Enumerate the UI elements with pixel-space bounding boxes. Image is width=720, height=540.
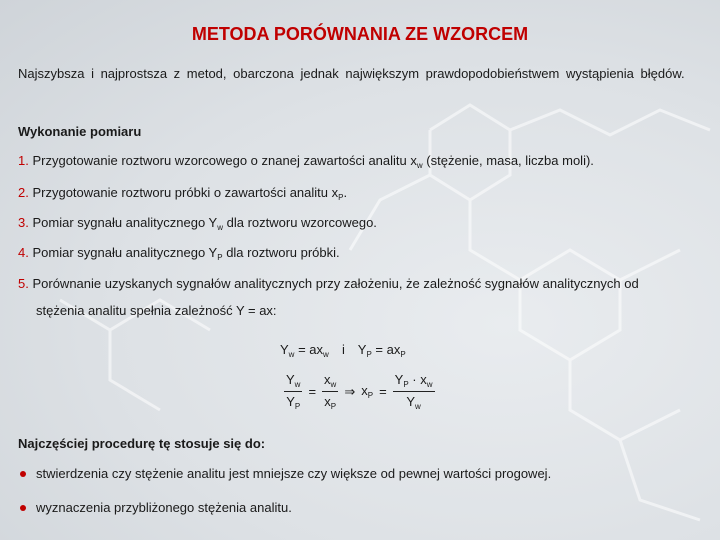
- equals-sign: =: [379, 384, 387, 399]
- frac-num: x: [324, 372, 331, 387]
- frac-den: Y: [286, 394, 295, 409]
- step-text: Przygotowanie roztworu wzorcowego o znanej zawartości analitu x: [32, 153, 417, 168]
- frac-den: Y: [406, 394, 416, 409]
- step-text-end: (stężenie, masa, liczba moli).: [422, 153, 594, 168]
- fraction-concentration-ratio: [322, 372, 338, 411]
- subscript: w: [415, 402, 421, 411]
- fraction-result: [393, 372, 435, 411]
- eq-symbol: Y: [357, 342, 367, 357]
- subscript: P: [330, 402, 337, 411]
- subscript: w: [330, 380, 337, 389]
- step-text-end: dla roztworu próbki.: [222, 245, 340, 260]
- frac-num-mid: · x: [408, 372, 427, 387]
- subscript: w: [323, 350, 329, 359]
- step-1: [18, 153, 594, 170]
- bullet-icon: [20, 471, 26, 477]
- eq-rhs: = ax: [294, 342, 323, 357]
- section-heading-measurement: Wykonanie pomiaru: [18, 124, 142, 139]
- subscript: P: [403, 380, 409, 389]
- equation-linear: [280, 342, 406, 359]
- step-text: Przygotowanie roztworu próbki o zawartości analitu x: [32, 185, 339, 200]
- subscript: P: [366, 350, 372, 359]
- step-5: [18, 270, 708, 324]
- section-heading-procedure: Najczęściej procedurę tę stosuje się do:: [18, 436, 266, 451]
- implies-arrow-icon: ⇒: [344, 383, 356, 399]
- list-item: [18, 466, 551, 500]
- step-2: [18, 185, 347, 202]
- fraction-signal-ratio: [284, 372, 302, 411]
- step-number: 2.: [18, 185, 29, 200]
- equation-fraction: [284, 372, 435, 411]
- subscript: P: [400, 350, 406, 359]
- equals-sign: =: [308, 384, 317, 399]
- frac-num: Y: [394, 372, 404, 387]
- step-text: Pomiar sygnału analitycznego Y: [32, 215, 218, 230]
- step-text-continued: stężenia analitu spełnia zależność Y = ax:: [36, 303, 277, 318]
- bullet-list: [18, 466, 551, 534]
- step-text-end: .: [343, 185, 348, 200]
- step-number: 4.: [18, 245, 29, 260]
- eq-symbol: x: [361, 383, 368, 398]
- subscript: P: [338, 193, 344, 202]
- eq-symbol: Y: [280, 342, 289, 357]
- bullet-icon: [20, 505, 26, 511]
- bullet-text: stwierdzenia czy stężenie analitu jest mniejsze czy większe od pewnej wartości progowej.: [36, 466, 552, 481]
- frac-den: x: [324, 394, 331, 409]
- step-number: 5.: [18, 276, 29, 291]
- frac-num: Y: [286, 372, 295, 387]
- step-number: 1.: [18, 153, 29, 168]
- eq-connector: i: [341, 342, 345, 357]
- step-text: Porównanie uzyskanych sygnałów analitycznych przy założeniu, że zależność sygnałów analitycznych od: [32, 276, 639, 291]
- subscript: P: [367, 391, 374, 400]
- step-text-end: dla roztworu wzorcowego.: [223, 215, 377, 230]
- subscript: w: [416, 161, 423, 170]
- subscript: w: [294, 380, 301, 389]
- subscript: P: [294, 402, 301, 411]
- intro-paragraph: Najszybsza i najprostsza z metod, obarczona jednak największym prawdopodobieństwem wystąpienia błędów.: [18, 66, 685, 81]
- subscript: w: [217, 223, 224, 232]
- step-4: [18, 245, 340, 262]
- step-number: 3.: [18, 215, 29, 230]
- list-item: [18, 500, 551, 534]
- subscript: P: [217, 253, 223, 262]
- eq-rhs: = ax: [371, 342, 401, 357]
- subscript: w: [426, 380, 433, 389]
- subscript: w: [288, 350, 295, 359]
- step-text: Pomiar sygnału analitycznego Y: [32, 245, 218, 260]
- step-3: [18, 215, 377, 232]
- bullet-text: wyznaczenia przybliżonego stężenia analitu.: [36, 500, 292, 515]
- page-title: METODA PORÓWNANIA ZE WZORCEM: [191, 24, 529, 44]
